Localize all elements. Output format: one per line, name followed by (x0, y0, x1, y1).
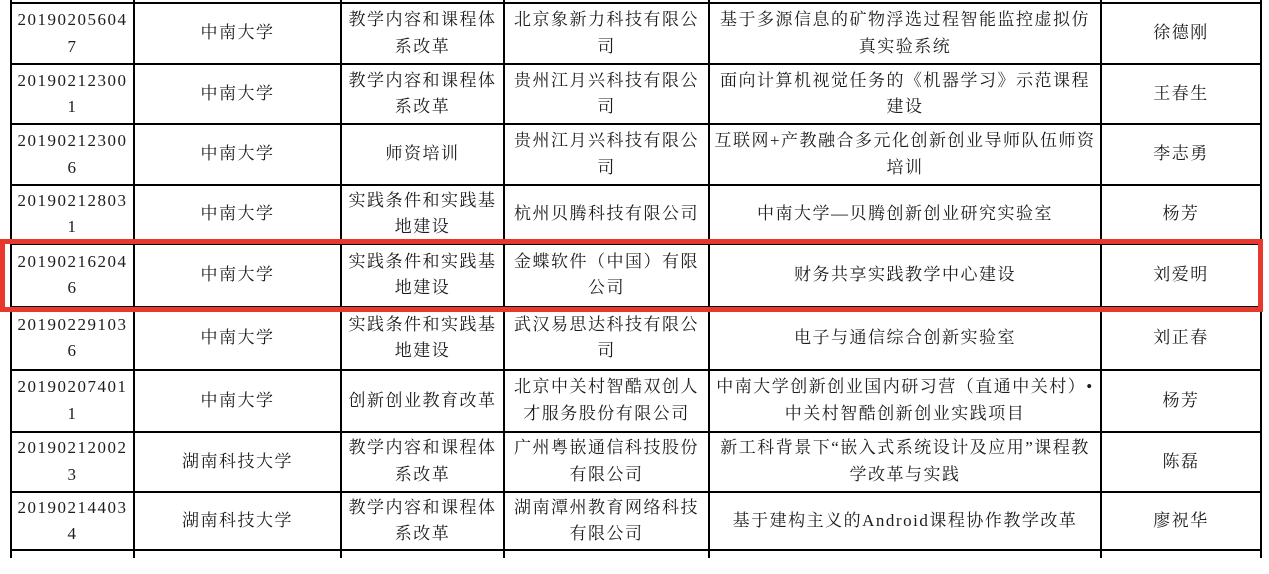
cell-project-type: 创新创业教育改革 (341, 370, 504, 432)
cell-company: 杭州贝腾科技有限公司 (504, 185, 709, 244)
cell-leader-name: 刘正春 (1101, 307, 1261, 370)
table-row (11, 64, 1261, 124)
cell-project-id: 201902120023 (11, 432, 134, 492)
cell-project-title: 中南大学—贝腾创新创业研究实验室 (709, 185, 1101, 244)
projects-table (10, 0, 1262, 558)
cell-university: 湖南科技大学 (134, 432, 341, 492)
cell-company: 广州粤嵌通信科技股份有限公司 (504, 432, 709, 492)
cell-project-type: 教学内容和课程体系改革 (341, 432, 504, 492)
cell-project-title: 中南大学创新创业国内研习营（直通中关村）•中关村智酷创新创业实践项目 (709, 370, 1101, 432)
cell-project-type: 实践条件和实践基地建设 (341, 185, 504, 244)
table-row (11, 307, 1261, 370)
cell-university: 中南大学 (134, 64, 341, 124)
table-row (11, 244, 1261, 307)
cell-leader-name: 李志勇 (1101, 124, 1261, 185)
cell-leader-name: 杨芳 (1101, 185, 1261, 244)
cell-company: 金蝶软件（中国）有限公司 (504, 244, 709, 307)
cell-university: 中南大学 (134, 185, 341, 244)
empty-cell (134, 550, 341, 558)
table-row (11, 432, 1261, 492)
cell-project-type: 师资培训 (341, 124, 504, 185)
cell-company: 武汉易思达科技有限公司 (504, 307, 709, 370)
table-row (11, 3, 1261, 64)
cell-university: 中南大学 (134, 244, 341, 307)
cell-company: 贵州江月兴科技有限公司 (504, 64, 709, 124)
cell-project-id: 201902074011 (11, 370, 134, 432)
cell-university: 中南大学 (134, 370, 341, 432)
cell-project-type: 教学内容和课程体系改革 (341, 64, 504, 124)
cell-project-id: 201902123006 (11, 124, 134, 185)
cell-university: 中南大学 (134, 307, 341, 370)
cell-project-type: 实践条件和实践基地建设 (341, 307, 504, 370)
empty-cell (504, 550, 709, 558)
cell-project-title: 互联网+产教融合多元化创新创业导师队伍师资培训 (709, 124, 1101, 185)
cell-project-title: 基于多源信息的矿物浮选过程智能监控虚拟仿真实验系统 (709, 3, 1101, 64)
cell-project-id: 201902123001 (11, 64, 134, 124)
cell-project-title: 面向计算机视觉任务的《机器学习》示范课程建设 (709, 64, 1101, 124)
cell-company: 贵州江月兴科技有限公司 (504, 124, 709, 185)
cell-project-type: 实践条件和实践基地建设 (341, 244, 504, 307)
cell-leader-name: 徐德刚 (1101, 3, 1261, 64)
cell-project-id: 201902056047 (11, 3, 134, 64)
empty-cell (341, 550, 504, 558)
cell-project-title: 新工科背景下“嵌入式系统设计及应用”课程教学改革与实践 (709, 432, 1101, 492)
cell-university: 中南大学 (134, 3, 341, 64)
cell-leader-name: 廖祝华 (1101, 492, 1261, 551)
cell-leader-name: 杨芳 (1101, 370, 1261, 432)
cell-company: 北京中关村智酷双创人才服务股份有限公司 (504, 370, 709, 432)
table-row (11, 370, 1261, 432)
cell-leader-name: 刘爱明 (1101, 244, 1261, 307)
cell-project-id: 201902144034 (11, 492, 134, 551)
table-row (11, 492, 1261, 551)
cell-leader-name: 陈磊 (1101, 432, 1261, 492)
cell-university: 湖南科技大学 (134, 492, 341, 551)
empty-cell (11, 550, 134, 558)
cell-project-type: 教学内容和课程体系改革 (341, 3, 504, 64)
cell-project-title: 电子与通信综合创新实验室 (709, 307, 1101, 370)
cell-project-id: 201902128031 (11, 185, 134, 244)
cell-leader-name: 王春生 (1101, 64, 1261, 124)
cell-project-id: 201902162046 (11, 244, 134, 307)
cell-project-title: 基于建构主义的Android课程协作教学改革 (709, 492, 1101, 551)
cell-company: 湖南潭州教育网络科技有限公司 (504, 492, 709, 551)
cell-project-id: 201902291036 (11, 307, 134, 370)
cell-project-title: 财务共享实践教学中心建设 (709, 244, 1101, 307)
table-row (11, 185, 1261, 244)
cell-company: 北京象新力科技有限公司 (504, 3, 709, 64)
empty-cell (709, 550, 1101, 558)
table-row (11, 124, 1261, 185)
cell-university: 中南大学 (134, 124, 341, 185)
cell-project-type: 教学内容和课程体系改革 (341, 492, 504, 551)
clipped-row-bottom (11, 550, 1261, 558)
empty-cell (1101, 550, 1261, 558)
